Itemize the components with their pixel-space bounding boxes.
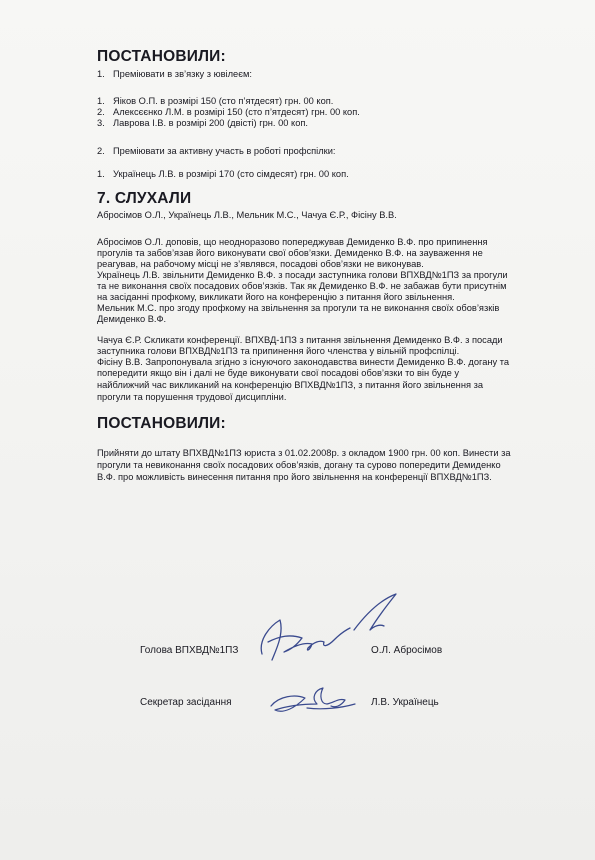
body-line: Фісіну В.В. Запропонувала згідно з існуючого законодавства винести Демиденко В.Ф. догану та — [97, 357, 510, 367]
item-number: 1. — [97, 169, 105, 179]
item-text: Преміювати за активну участь в роботі профспілки: — [113, 146, 336, 156]
item-text: Алексєєнко Л.М. в розмірі 150 (сто п’ятдесят) грн. 00 коп. — [113, 107, 360, 117]
body-line: Прийняти до штату ВПХВД№1ПЗ юриста з 01.02.2008р. з окладом 1900 грн. 00 коп. Винести за — [97, 448, 511, 458]
chair-signature — [250, 590, 410, 670]
body-line: на засіданні профкому, викликати його на конференцію з питання його звільнення. — [97, 292, 455, 302]
body-line: прогули та невиконання своїх посадових обов’язків, догану та сурово попередити Демиденко — [97, 460, 501, 470]
attendees-line: Абросімов О.Л., Українець Л.В., Мельник М.С., Чачуа Є.Р., Фісіну В.В. — [97, 210, 397, 220]
body-line: Чачуа Є.Р. Скликати конференції. ВПХВД-1ПЗ з питання звільнення Демиденко В.Ф. з посади — [97, 335, 503, 345]
item-number: 3. — [97, 118, 105, 128]
chair-title: Голова ВПХВД№1ПЗ — [140, 645, 239, 656]
body-line: Абросімов О.Л. доповів, що неодноразово попереджував Демиденко В.Ф. про припинення — [97, 237, 488, 247]
item-text: Преміювати в зв’язку з ювілеєм: — [113, 69, 252, 79]
body-line: реагував, на рабочому місці не з’являвся, посадові обов’язки не виконував. — [97, 259, 424, 269]
chair-name: О.Л. Абросімов — [371, 645, 443, 656]
body-line: В.Ф. про можливість винесення питання про його звільнення на конференції ВПХВД№1ПЗ. — [97, 472, 492, 482]
secretary-title: Секретар засідання — [140, 697, 232, 708]
section2-heading: 7. СЛУХАЛИ — [97, 190, 192, 207]
list-item — [97, 107, 360, 118]
body-line: Українець Л.В. звільнити Демиденко В.Ф. з посади заступника голови ВПХВД№1ПЗ за прогули — [97, 270, 508, 280]
body-line: прогулів та забов’язав його виконувати свої обов’язки. Демиденко В.Ф. на зауваження не — [97, 248, 483, 258]
secretary-name: Л.В. Українець — [371, 697, 439, 708]
body-line: та не виконання своїх посадових обов’язків. Так як Демиденко В.Ф. не забажав бути присутнім — [97, 281, 507, 291]
list-item — [97, 146, 336, 157]
body-line: Демиденко В.Ф. — [97, 314, 167, 324]
item-number: 1. — [97, 69, 105, 79]
list-item — [97, 118, 308, 129]
body-line: найближчий час викликаний на конференцію ВПХВД№1ПЗ, з питання його звільнення за — [97, 380, 483, 390]
item-text: Яіков О.П. в розмірі 150 (сто п’ятдесят) грн. 00 коп. — [113, 96, 334, 106]
body-line: прогули та порушення трудової дисципліни. — [97, 392, 287, 402]
body-line: попередити якщо він і далі не буде виконувати свої посадові обов’язки то він буде у — [97, 368, 460, 378]
item-text: Українець Л.В. в розмірі 170 (сто сімдесят) грн. 00 коп. — [113, 169, 349, 179]
secretary-signature — [265, 680, 365, 720]
item-number: 2. — [97, 107, 105, 117]
section3-heading: ПОСТАНОВИЛИ: — [97, 415, 226, 432]
item-text: Лаврова І.В. в розмірі 200 (двісті) грн. 00 коп. — [113, 118, 308, 128]
section1-heading: ПОСТАНОВИЛИ: — [97, 48, 226, 65]
item-number: 1. — [97, 96, 105, 106]
body-line: Мельник М.С. про згоду профкому на звільнення за прогули та не виконання своїх обов’язків — [97, 303, 500, 313]
list-item — [97, 69, 252, 80]
list-item — [97, 169, 349, 180]
list-item — [97, 96, 333, 107]
body-line: заступника голови ВПХВД№1ПЗ та припинення його членства у вільній профспілці. — [97, 346, 460, 356]
item-number: 2. — [97, 146, 105, 156]
